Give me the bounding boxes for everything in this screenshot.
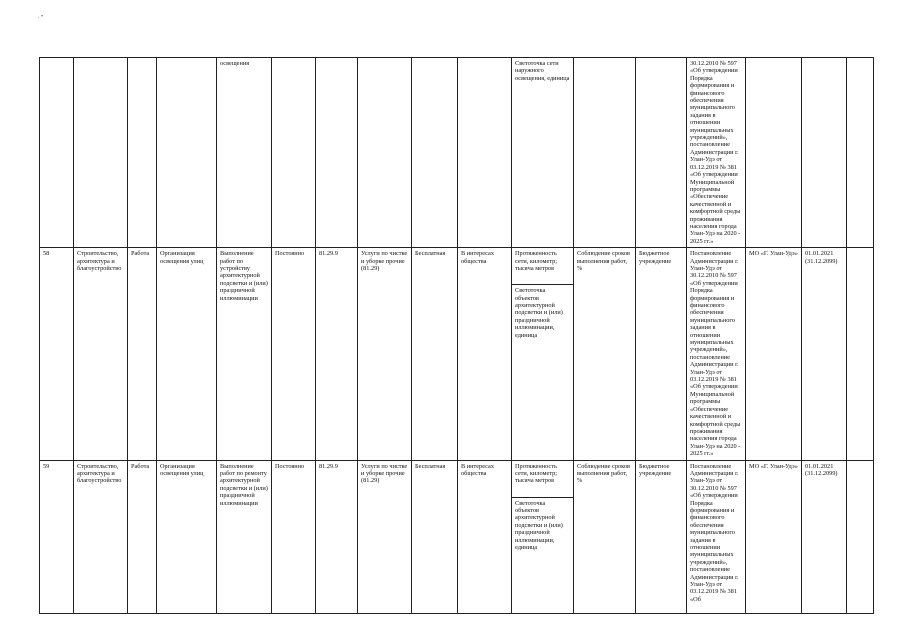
cell-owner: МО «Г. Улан-Удэ» [746,460,802,613]
cell-institution: Бюджетное учреждение [636,248,687,460]
indicator-bottom: Светоточка объектов архитектурной подсветки и (или) праздничной иллюминации, единица [515,499,563,551]
cell-kind: Работа [128,248,157,460]
cell-extra [847,58,874,248]
cell-institution: Бюджетное учреждение [636,460,687,613]
cell-sphere [74,58,128,248]
cell-dates: 01.01.2021 (31.12.2099) [802,460,847,613]
cell-category: Услуги по чистке и уборке прочие (81.29) [358,248,412,460]
cell-extra [847,460,874,613]
cell-quality: Соблюдение сроков выполнения работ, % [574,248,636,460]
cell-kind [128,58,157,248]
indicator-top: Протяженность сети, километр; тысяча метров [512,248,573,285]
cell-conditions: Постоянно [272,248,316,460]
cell-quality [574,58,636,248]
cell-dates: 01.01.2021 (31.12.2099) [802,248,847,460]
cell-content: освещения [217,58,272,248]
cell-basis: 30.12.2010 № 597 «Об утверждении Порядка формирования и финансового обеспечения муниципального задания в отношении муниципальных учреждений», постановление Администрации г. Улан-Удэ от 03.12.2019 № 381 «Об утверждении Муниципальной программы «Обеспечение качественной и комфортной среды проживания населения города Улан-Удэ на 2020 - 2025 гг.» [687,58,746,248]
services-table [39,57,874,614]
cell-num: 59 [40,460,74,613]
cell-sphere: Строительство, архитектура и благоустройство [74,460,128,613]
cell-quality: Соблюдение сроков выполнения работ, % [574,460,636,613]
cell-indicator [512,460,574,613]
cell-basis: Постановление Администрации г. Улан-Удэ от 30.12.2010 № 597 «Об утверждении Порядка формирования и финансового обеспечения муниципального задания в отношении муниципальных учреждений», постановление Администрации г. Улан-Удэ от 03.12.2019 № 381 «Об [687,460,746,613]
cell-content: Выполнение работ по устройству архитектурной подсветки и (или) праздничной иллюминации [217,248,272,460]
cell-dates [802,58,847,248]
cell-indicator [512,248,574,460]
table-row [40,58,874,248]
page-mark: . • [38,14,44,20]
cell-content: Выполнение работ по ремонту архитектурной подсветки и (или) праздничной иллюминации [217,460,272,613]
indicator-top: Протяженность сети, километр; тысяча метров [512,461,573,498]
cell-category [358,58,412,248]
indicator-bottom: Светоточка объектов архитектурной подсветки и (или) праздничной иллюминации, единица [515,287,563,339]
cell-num: 58 [40,248,74,460]
cell-basis: Постановление Администрации г. Улан-Удэ от 30.12.2010 № 597 «Об утверждении Порядка формирования и финансового обеспечения муниципального задания в отношении муниципальных учреждений», постановление Администрации г. Улан-Удэ от 03.12.2019 № 381 «Об утверждении Муниципальной программы «Обеспечение качественной и комфортной среды проживания населения города Улан-Удэ на 2020 - 2025 гг.» [687,248,746,460]
cell-name: Организация освещения улиц [157,460,217,613]
cell-sphere: Строительство, архитектура и благоустройство [74,248,128,460]
cell-code: 81.29.9 [316,460,358,613]
cell-institution [636,58,687,248]
cell-payment: Бесплатная [412,460,458,613]
cell-code [316,58,358,248]
cell-kind: Работа [128,460,157,613]
cell-owner [746,58,802,248]
cell-code: 81.29.9 [316,248,358,460]
cell-category: Услуги по чистке и уборке прочие (81.29) [358,460,412,613]
cell-payment: Бесплатная [412,248,458,460]
cell-name: Организация освещения улиц [157,248,217,460]
cell-payment [412,58,458,248]
cell-indicator: Светоточка сети наружного освещения, единица [512,58,574,248]
cell-consumers [458,58,512,248]
table-row [40,248,874,460]
cell-owner: МО «Г. Улан-Удэ» [746,248,802,460]
cell-consumers: В интересах общества [458,460,512,613]
cell-conditions: Постоянно [272,460,316,613]
cell-consumers: В интересах общества [458,248,512,460]
cell-name [157,58,217,248]
table-row [40,460,874,613]
cell-extra [847,248,874,460]
cell-num [40,58,74,248]
cell-conditions [272,58,316,248]
